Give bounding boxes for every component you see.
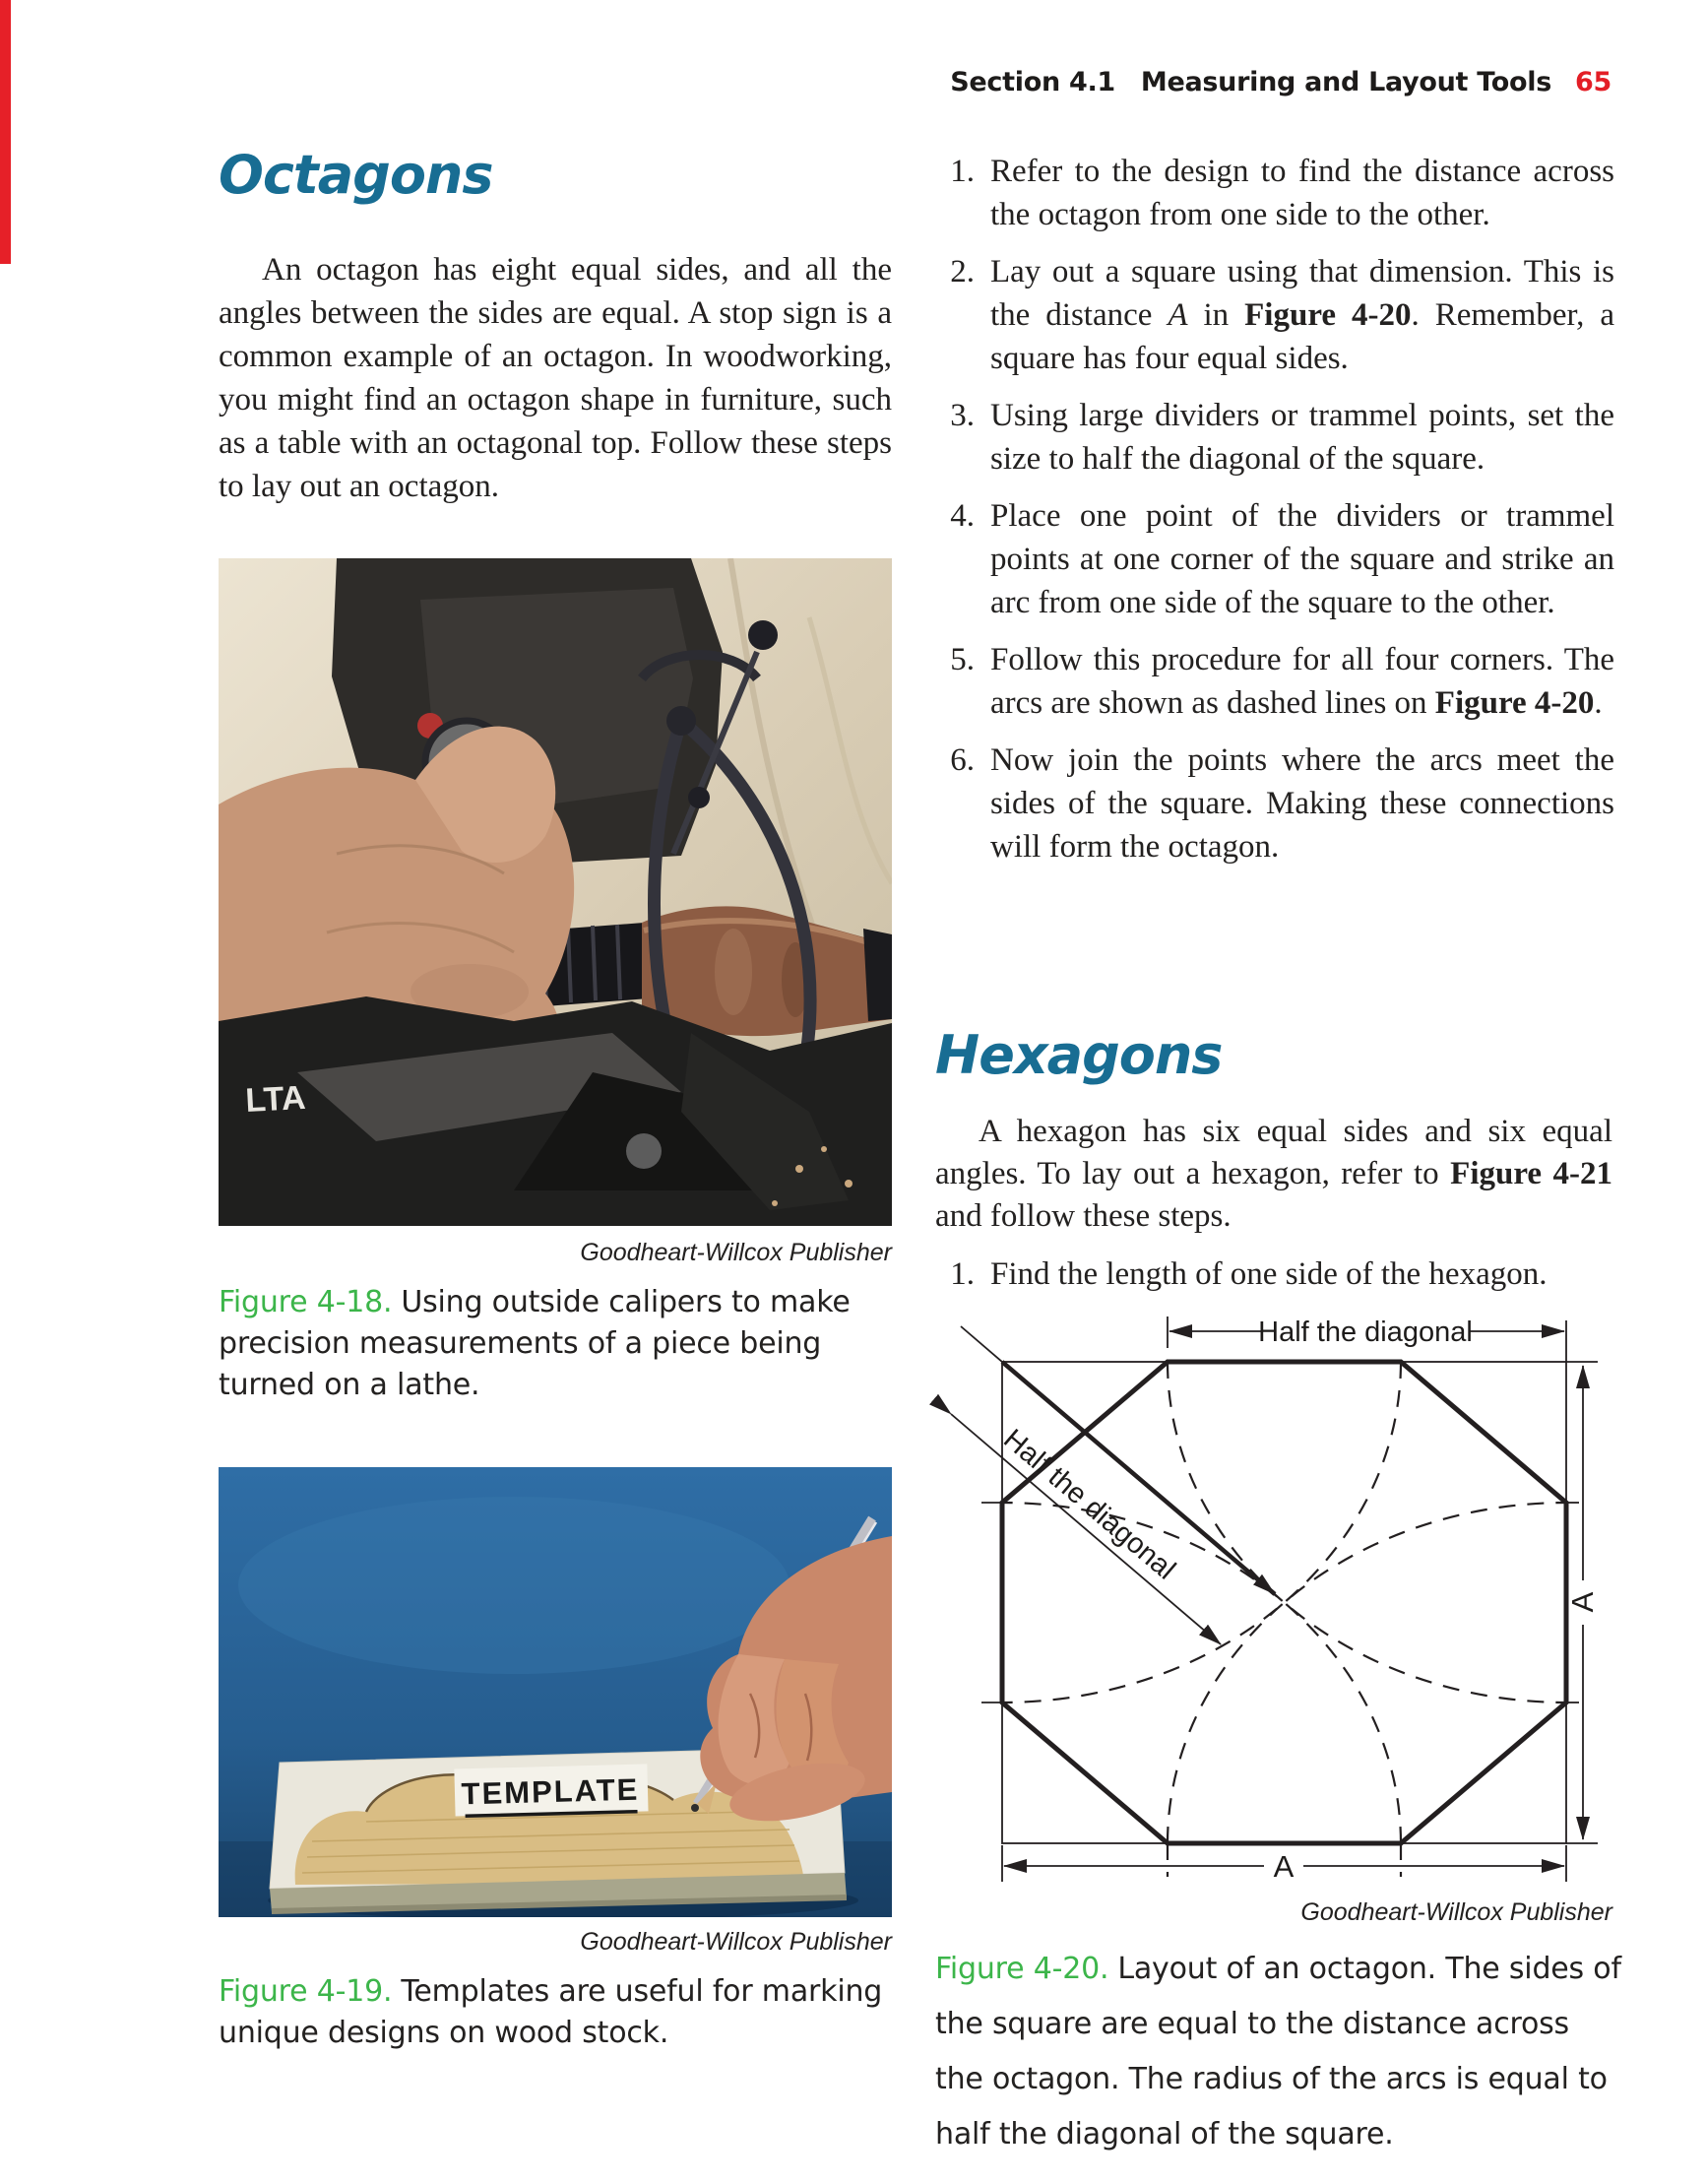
hexagon-steps-list	[935, 1253, 1614, 1310]
figure-4-19-label: Figure 4-19.	[219, 1974, 393, 2009]
photo-template-marking	[219, 1467, 892, 1917]
page-number: 65	[1575, 67, 1611, 97]
corner-arcs	[1002, 1362, 1566, 1877]
hex-step-1-number: 1.	[950, 1256, 975, 1292]
hex-step-1	[935, 1253, 1614, 1296]
figure-4-20-credit: Goodheart-Willcox Publisher	[1300, 1898, 1612, 1926]
hexagon-intro-paragraph: A hexagon has six equal sides and six equal angles. To lay out a hexagon, refer to Figure 4-21 and follow these steps.	[935, 1114, 1612, 1234]
photo1-credit: Goodheart-Willcox Publisher	[580, 1239, 892, 1266]
caliper-pivot	[666, 706, 696, 736]
half-diagonal-rotated-label: Half the diagonal	[997, 1423, 1181, 1586]
lathe-brand-letters: LTA	[244, 1078, 307, 1120]
caliper-knob	[748, 620, 778, 650]
octagon-steps-list	[935, 150, 1614, 882]
template-label: TEMPLATE	[461, 1771, 640, 1812]
step-2-number: 2.	[950, 254, 975, 289]
photo2-credit: Goodheart-Willcox Publisher	[580, 1928, 892, 1956]
page-edge-tab	[0, 0, 11, 264]
step-6-text: Now join the points where the arcs meet the sides of the square. Making these connections will form the octagon.	[990, 742, 1614, 865]
octagon-intro-paragraph: An octagon has eight equal sides, and all the angles between the sides are equal. A stop sign is a common example of an octagon. In woodworking, you might find an octagon shape in furniture, such as a table with an octagonal top. Follow these steps to lay out an octagon.	[219, 252, 892, 504]
step-5-number: 5.	[950, 642, 975, 677]
photo-calipers-lathe-illustration	[219, 558, 892, 1226]
heading-octagons: Octagons	[219, 144, 493, 206]
photo-template-illustration	[219, 1467, 892, 1917]
step-4-number: 4.	[950, 498, 975, 534]
step-5-text: Follow this procedure for all four corners. The arcs are shown as dashed lines on Figure 4-20.	[990, 642, 1614, 721]
figure-4-18-label: Figure 4-18.	[219, 1285, 393, 1319]
dimension-a-right-label: A	[1565, 1591, 1600, 1613]
half-diagonal-top-label: Half the diagonal	[1258, 1317, 1473, 1348]
figure-4-20-text: Layout of an octagon. The sides of the square are equal to the distance across the octagon. The radius of the arcs is equal to half the diagonal of the square.	[935, 1952, 1621, 2152]
step-5	[935, 638, 1614, 725]
step-2-text: Lay out a square using that dimension. This is the distance A in Figure 4-20. Remember, a square has four equal sides.	[990, 254, 1615, 376]
step-6	[935, 739, 1614, 868]
step-1-number: 1.	[950, 154, 975, 189]
section-title: Measuring and Layout Tools	[1140, 67, 1552, 97]
figure-4-18-text: Using outside calipers to make precision measurements of a piece being turned on a lathe.	[219, 1285, 851, 1402]
figure-4-19-text: Templates are useful for marking unique designs on wood stock.	[219, 1974, 883, 2050]
vertex-ticks	[981, 1503, 1579, 1702]
figure-4-20-caption	[935, 1942, 1624, 2162]
figure-4-19-caption	[219, 1971, 898, 2054]
octagon-layout-drawing	[916, 1310, 1634, 1891]
figure-4-20-diagram	[916, 1310, 1634, 1895]
running-header	[0, 67, 1611, 97]
heading-hexagons: Hexagons	[935, 1024, 1223, 1086]
step-1	[935, 150, 1614, 236]
section-number: Section 4.1	[950, 67, 1115, 97]
step-3-number: 3.	[950, 398, 975, 433]
step-6-number: 6.	[950, 742, 975, 778]
figure-4-20-label: Figure 4-20.	[935, 1952, 1109, 1986]
figure-4-18-caption	[219, 1282, 898, 1406]
hex-step-1-text: Find the length of one side of the hexagon.	[990, 1256, 1548, 1292]
step-3	[935, 394, 1614, 481]
step-3-text: Using large dividers or trammel points, set the size to half the diagonal of the square.	[990, 398, 1614, 477]
step-1-text: Refer to the design to find the distance across the octagon from one side to the other.	[990, 154, 1614, 232]
photo-calipers-lathe	[219, 558, 892, 1226]
step-4	[935, 494, 1614, 624]
template-label-group	[454, 1764, 648, 1816]
dimension-a-bottom-label: A	[1273, 1849, 1295, 1884]
step-2	[935, 250, 1614, 380]
step-4-text: Place one point of the dividers or trammel points at one corner of the square and strike an arc from one side of the square to the other.	[990, 498, 1614, 620]
